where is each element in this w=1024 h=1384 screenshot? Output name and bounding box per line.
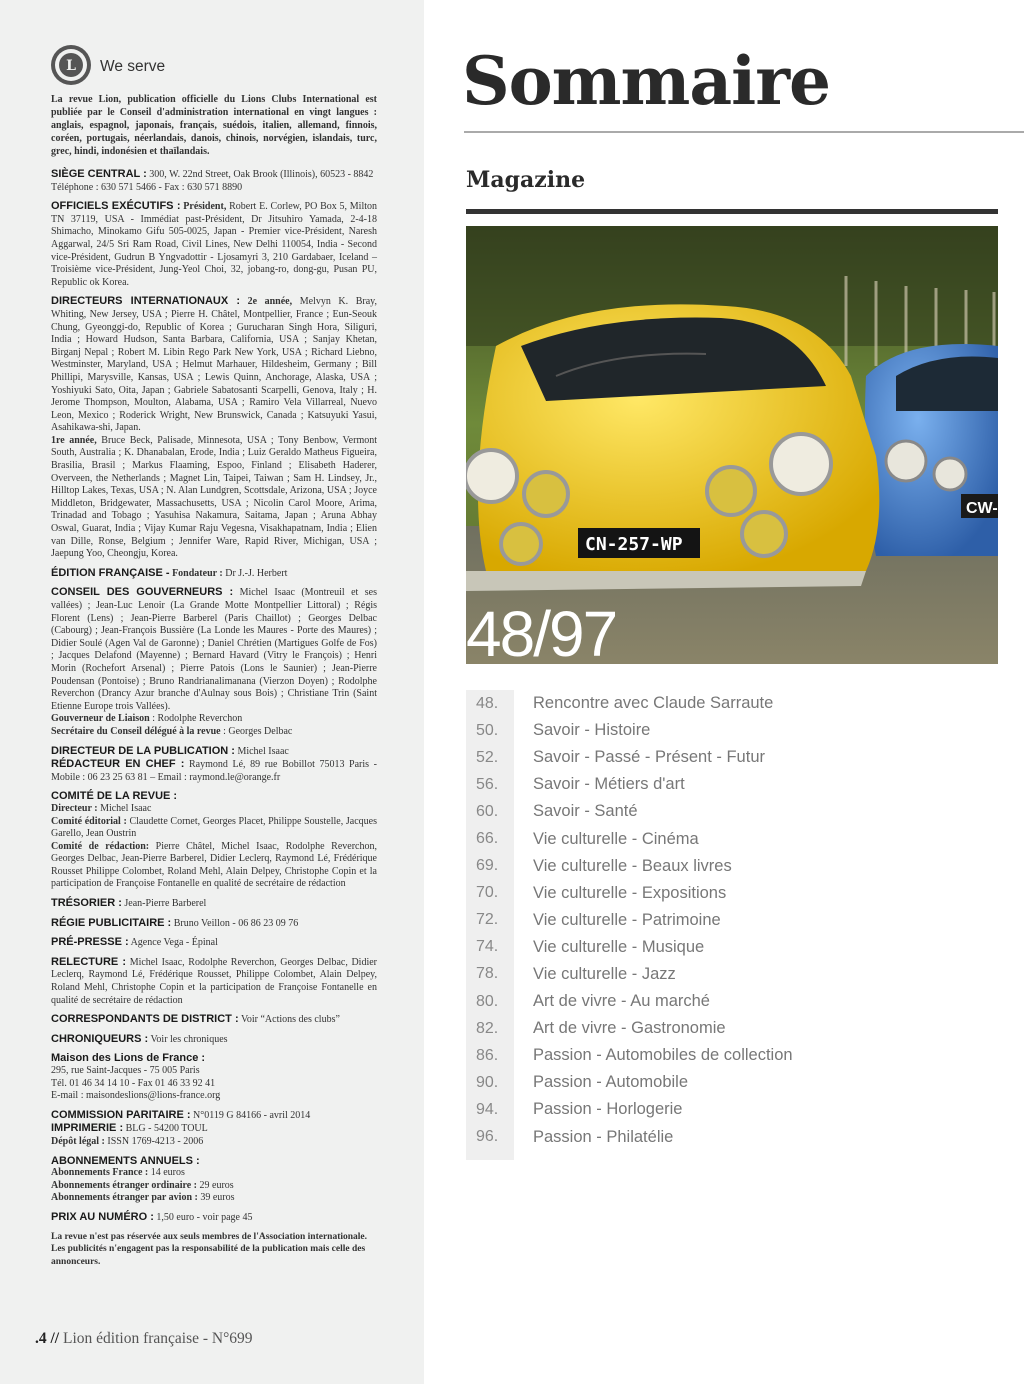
toc-entry[interactable] — [466, 825, 1024, 852]
toc-entry[interactable] — [466, 961, 1024, 988]
regie-block: RÉGIE PUBLICITAIRE : Bruno Veillon - 06 86 23 09 76 — [51, 916, 299, 929]
toc-page-number: 52. — [476, 748, 499, 766]
prepresse-block: PRÉ-PRESSE : Agence Vega - Épinal — [51, 936, 218, 949]
toc-label: Art de vivre - Au marché — [533, 992, 710, 1011]
toc-page-number: 48. — [476, 694, 499, 712]
publication-block: DIRECTEUR DE LA PUBLICATION : Michel Isaac RÉDACTEUR EN CHEF : Raymond Lé, 89 rue Bobillot 75013 Paris - Mobile : 06 23 25 63 81 – Email : raymond.le@orange.fr — [51, 744, 377, 783]
toc-page-number: 70. — [476, 884, 499, 902]
page-number: .4 — [35, 1330, 47, 1347]
toc-page-number: 66. — [476, 830, 499, 848]
maison-block: Maison des Lions de France : 295, rue Saint-Jacques - 75 005 Paris Tél. 01 46 34 14 10 - Fax 01 46 33 92 41 E-mail : maisondeslions@lions-france.org — [51, 1052, 221, 1102]
toc-label: Savoir - Passé - Présent - Futur — [533, 748, 765, 767]
toc-label: Passion - Automobile — [533, 1073, 689, 1092]
toc-label: Art de vivre - Gastronomie — [533, 1019, 726, 1038]
toc-page-number: 78. — [476, 965, 499, 983]
directeurs-block: DIRECTEURS INTERNATIONAUX : 2e année, Melvyn K. Bray, Whiting, New Jersey, USA ; Pierre H. Châtel, Montpellier, France ; Eun-Seouk Chung, Gyeonggi-do, Republic of Korea ; Gurucharan Singh Hora, Siliguri, India ; Howard Hudson, Santa Barbara, California, USA ; Sanjay Khetan, Birganj Nepal ; Robert M. Libin Rego Park New York, USA ; Richard Liebno, Westminster, Maryland, USA ; Helmut Marhauer, Hildesheim, Germany ; Bill Phillipi, Marysville, Kansas, USA ; Lewis Quinn, Anchorage, Alaska, USA ; Yoshiyuki Sato, Oita, Japan ; Gabriele Sabatosanti Scarpelli, Genova, Italy ; H. Jerome Thompson, Moulton, Alabama, USA ; Ramiro Vela Villarreal, Nuevo Leon, Mexico ; Roderick Wright, New Brunswick, Canada ; Katsuyuki Yasui, Asahikawa-shi, Japan. 1re année, Bruce Beck, Palisade, Minnesota, USA ; Tony Benbow, Vermont South, Australia ; K. Dhanabalan, Erode, India ; Luiz Geraldo Matheus Figueira, Brasilia, Brasil ; Markus Flaaming, Espoo, Finland ; Elisabeth Haderer, Overveen, the Netherlands ; Magnet Lin, Taipei, Taiwan ; Sam H. Lindsey, Jr., Hilltop Lakes, Texas, USA ; N. Alan Lundgren, Scottsdale, Arizona, USA ; Joyce Middleton, Bridgewater, Massachusetts, USA ; Nicolin Carol Moore, Arima, Trinadad and Tobago ; Yasuhisa Nakamura, Saitama, Japan ; Aruna Abhay Oswal, Guarat, India ; Vijay Kumar Raju Vegesna, Visakhapatnam, India ; Elien van Dille, Ronse, Belgium ; Jennifer Ware, Rapid River, Michigan, USA ; Jaepung Yoo, Cheongju, Korea. — [51, 295, 377, 560]
page-range: 48/97 — [466, 598, 617, 670]
toc-page-number: 50. — [476, 721, 499, 739]
toc-entry[interactable] — [466, 744, 1024, 771]
toc-label: Vie culturelle - Expositions — [533, 883, 727, 902]
notice-text: La revue n'est pas réservée aux seuls membres de l'Association internationale. Les publicités n'engagent pas la responsabilité de la publication mais celle des annonceurs. — [51, 1231, 368, 1267]
page-footer — [35, 1330, 253, 1348]
toc-entry[interactable] — [466, 1096, 1024, 1123]
toc-entry[interactable] — [466, 934, 1024, 961]
toc-label: Vie culturelle - Patrimoine — [533, 910, 721, 929]
toc-label: Savoir - Métiers d'art — [533, 775, 685, 794]
page-title: Sommaire — [462, 42, 830, 120]
toc-label: Savoir - Histoire — [533, 721, 651, 740]
section-divider — [466, 209, 998, 214]
title-divider — [464, 131, 1024, 133]
toc-page-number: 82. — [476, 1019, 499, 1037]
toc-label: Passion - Horlogerie — [533, 1100, 683, 1119]
toc-entry[interactable] — [466, 853, 1024, 880]
toc-label: Passion - Philatélie — [533, 1127, 674, 1146]
prix-block: PRIX AU NUMÉRO : 1,50 euro - voir page 45 — [51, 1210, 253, 1223]
toc-page-number: 86. — [476, 1046, 499, 1064]
abonnements-block: ABONNEMENTS ANNUELS : Abonnements France : 14 euros Abonnements étranger ordinaire : 29 euros Abonnements étranger par avion : 39 euros — [51, 1154, 235, 1204]
svg-text:L: L — [66, 58, 76, 74]
lions-brand — [50, 44, 165, 86]
legal-block: COMMISSION PARITAIRE : N°0119 G 84166 - avril 2014 IMPRIMERIE : BLG - 54200 TOUL Dépôt légal : ISSN 1769-4213 - 2006 — [51, 1108, 311, 1147]
toc-entry[interactable] — [466, 907, 1024, 934]
relecture-block: RELECTURE : Michel Isaac, Rodolphe Reverchon, Georges Delbac, Didier Leclerq, Raymond Lé, Frédérique Rousset, Philippe Colombet, Alain Delpey, Roland Mehl, Christophe Copin et la participation de Françoise Fontanelle en qualité de secrétaire de rédaction — [51, 955, 377, 1006]
toc-page-number: 72. — [476, 911, 499, 929]
toc-label: Vie culturelle - Beaux livres — [533, 856, 732, 875]
lions-logo-icon — [50, 44, 92, 86]
tresorier-block: TRÉSORIER : Jean-Pierre Barberel — [51, 897, 207, 910]
correspondants-block: CORRESPONDANTS DE DISTRICT : Voir “Actions des clubs” — [51, 1013, 340, 1026]
toc-page-number: 60. — [476, 802, 499, 820]
toc-page-number: 94. — [476, 1100, 499, 1118]
toc-entry[interactable] — [466, 771, 1024, 798]
toc-entry[interactable] — [466, 1042, 1024, 1069]
toc-entry[interactable] — [466, 798, 1024, 825]
edition-block: ÉDITION FRANÇAISE - Fondateur : Dr J.-J. Herbert — [51, 566, 288, 579]
toc-page-number: 80. — [476, 992, 499, 1010]
tagline: We serve — [100, 58, 166, 75]
conseil-block: CONSEIL DES GOUVERNEURS : Michel Isaac (Montreuil et ses vallées) ; Jean-Luc Lenoir (La Grande Motte Montpellier Littoral) ; Régis Florent (Lens) ; Jean-Pierre Barberel (Paris Chaillot) ; Georges Delbac (Cabourg) ; Jean-François Bussière (La Londe les Maures - Porte des Maures) ; Didier Soulé (Agen Val de Garonne) ; Daniel Chrétien (Martigues Golfe de Fos) ; Jacques Delafond (Mayenne) ; Bernard Havard (Vitry le François) ; Henri Morin (Rochefort Arsenal) ; Pierre Patois (Lons le Saunier) ; Jean-Pierre Poudensan (Pontoise) ; Bruno Randrianalimanana (Vierzon Doyen) ; Rodolphe Reverchon (Drancy Azur branche d'Aulnay sous Bois) ; Christiane Trin (Saint Etienne Europe trois Vallées). Gouverneur de Liaison : Rodolphe Reverchon Secrétaire du Conseil délégué à la revue : Georges Delbac — [51, 586, 377, 737]
plate-left: CN-257-WP — [585, 534, 683, 555]
toc-page-number: 90. — [476, 1073, 499, 1091]
siege-block: SIÈGE CENTRAL : 300, W. 22nd Street, Oak Brook (Illinois), 60523 - 8842 Téléphone : 630 571 5466 - Fax : 630 571 8890 — [51, 168, 374, 193]
section-title: Magazine — [466, 167, 586, 193]
masthead-column — [0, 0, 424, 1384]
chroniqueurs-block: CHRONIQUEURS : Voir les chroniques — [51, 1032, 228, 1045]
toc-label: Vie culturelle - Cinéma — [533, 829, 699, 848]
toc-entry[interactable] — [466, 717, 1024, 744]
intro-paragraph: La revue Lion, publication officielle du Lions Clubs International est publiée par le Conseil d'administration international en vingt langues : anglais, espagnol, japonais, français, suédois, italien, allemand, finnois, coréen, portugais, néerlandais, danois, chinois, norvégien, islandais, turc, grec, hindi, indonésien et thaïlandais. — [51, 94, 377, 157]
toc-label: Vie culturelle - Musique — [533, 937, 705, 956]
footer-publication: Lion édition française - N°699 — [63, 1330, 253, 1347]
toc-label: Savoir - Santé — [533, 802, 638, 821]
toc-page-number: 69. — [476, 857, 499, 875]
toc-label: Passion - Automobiles de collection — [533, 1046, 793, 1065]
toc-entry[interactable] — [466, 880, 1024, 907]
table-of-contents — [466, 690, 1024, 1151]
officiels-block: OFFICIELS EXÉCUTIFS : Président, Robert E. Corlew, PO Box 5, Milton TN 37119, USA - Immédiat past-Président, Dr Jitsuhiro Yamada, 2-4-18 Shimacho, Minokamo Gifu 505-0025, Japan - Premier vice-Président, Naresh Aggarwal, 24/5 Sri Ram Road, Civil Lines, New Delhi 110054, India - Second vice-Président, Gudrun B Yngvadottir - Ljosamyri 3, 210 Gardabaer, Iceland – Troisième vice-Président, Jung-Yeol Choi, 32, jobang-ro, dong-gu, Pusan PU, Republic ok Korea. — [51, 200, 378, 288]
toc-entry[interactable] — [466, 1069, 1024, 1096]
toc-entry[interactable] — [466, 690, 1024, 717]
toc-page-number: 56. — [476, 775, 499, 793]
masthead-text — [51, 93, 377, 1278]
toc-label: Rencontre avec Claude Sarraute — [533, 694, 774, 713]
footer-separator: // — [46, 1330, 63, 1347]
toc-entry[interactable] — [466, 988, 1024, 1015]
comite-block: COMITÉ DE LA REVUE : Directeur : Michel Isaac Comité éditorial : Claudette Cornet, Georges Placet, Philippe Soustelle, Jacques Garello, Jean Oustrin Comité de rédaction: Pierre Châtel, Michel Isaac, Rodolphe Reverchon, Georges Delbac, Jean-Pierre Barberel, Didier Leclerq, Raymond Lé, Frédérique Rousset Philippe Colombet, Roland Mehl, Alain Delpey, Christophe Copin et la participation de Françoise Fontanelle en qualité de secrétaire de rédaction — [51, 790, 377, 890]
plate-right: CW- — [966, 500, 998, 517]
toc-page-number: 74. — [476, 938, 499, 956]
toc-entry[interactable] — [466, 1015, 1024, 1042]
toc-page-number: 96. — [476, 1128, 499, 1146]
toc-entry[interactable] — [466, 1124, 1024, 1151]
toc-label: Vie culturelle - Jazz — [533, 964, 676, 983]
